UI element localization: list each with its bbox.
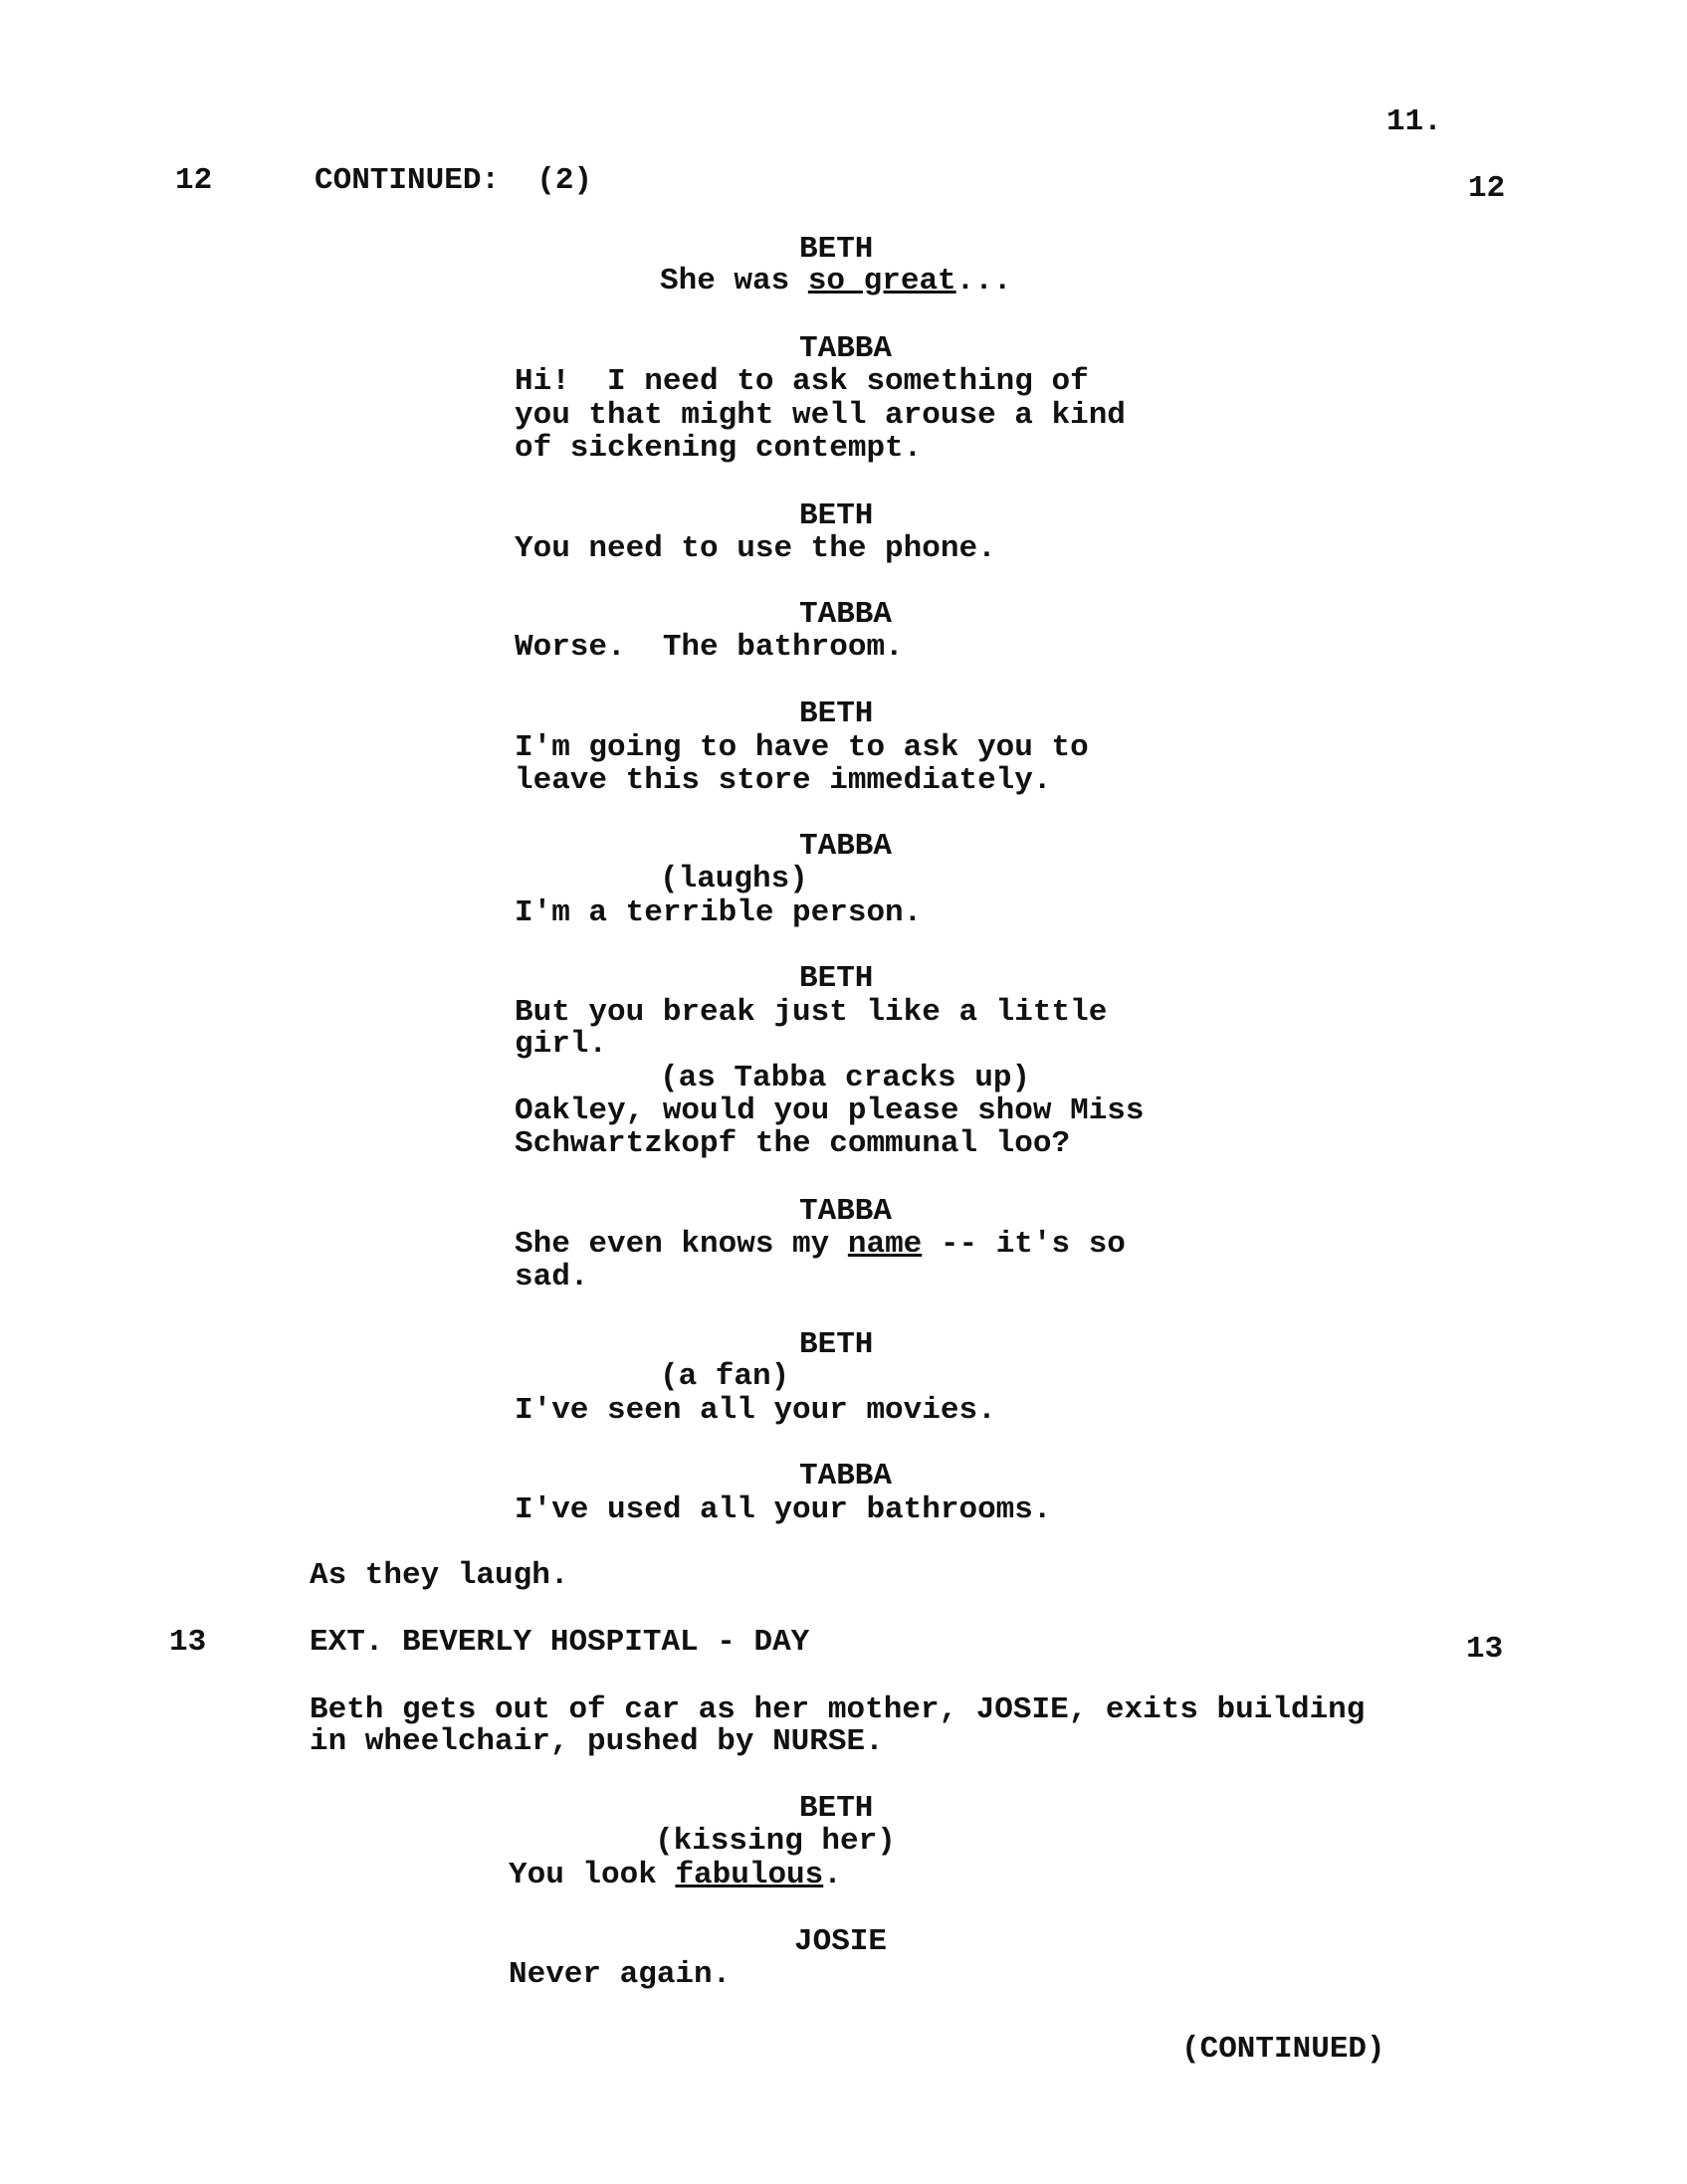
dialogue-line: Hi! I need to ask something of	[515, 364, 1089, 399]
dialogue-text: She was	[660, 264, 808, 298]
scene-number-left: 12	[175, 163, 213, 198]
character-name: BETH	[799, 1791, 874, 1826]
character-name: BETH	[799, 696, 874, 731]
parenthetical: (kissing her)	[655, 1824, 896, 1859]
underlined-text: so great	[807, 264, 956, 298]
character-name: TABBA	[799, 1194, 893, 1229]
parenthetical: (a fan)	[660, 1359, 790, 1394]
dialogue-text: She even knows my	[515, 1227, 848, 1262]
character-name: BETH	[799, 232, 874, 267]
character-name: TABBA	[799, 1459, 893, 1493]
dialogue-line: sad.	[515, 1260, 589, 1294]
dialogue-text: -- it's so	[922, 1227, 1126, 1262]
character-name: JOSIE	[794, 1924, 888, 1959]
dialogue-line: But you break just like a little	[515, 995, 1108, 1030]
dialogue-line: I've used all your bathrooms.	[515, 1492, 1052, 1527]
character-name: BETH	[799, 498, 874, 533]
character-name: TABBA	[799, 331, 893, 366]
underlined-text: fabulous	[675, 1858, 824, 1892]
dialogue-line: I've seen all your movies.	[515, 1393, 996, 1428]
character-name: BETH	[799, 961, 874, 996]
continued-footer: (CONTINUED)	[1181, 2032, 1385, 2067]
dialogue-line: You need to use the phone.	[515, 531, 996, 566]
continued-label: CONTINUED: (2)	[315, 163, 593, 198]
parenthetical: (as Tabba cracks up)	[660, 1061, 1031, 1095]
dialogue-text: ...	[955, 264, 1012, 298]
dialogue-line: I'm going to have to ask you to	[515, 730, 1089, 765]
character-name: TABBA	[799, 597, 893, 632]
dialogue-line	[509, 1859, 842, 1891]
character-name: TABBA	[799, 829, 893, 864]
dialogue-line: girl.	[515, 1027, 608, 1062]
dialogue-line: leave this store immediately.	[515, 763, 1052, 798]
scene-number-left: 13	[169, 1625, 207, 1660]
action-line: in wheelchair, pushed by NURSE.	[310, 1724, 884, 1759]
action-line: As they laugh.	[310, 1558, 569, 1593]
dialogue-line	[660, 265, 1011, 298]
scene-number-right: 13	[1466, 1632, 1504, 1667]
dialogue-line: Never again.	[509, 1957, 732, 1992]
dialogue-line: of sickening contempt.	[515, 431, 923, 466]
dialogue-line	[515, 1228, 1126, 1261]
character-name: BETH	[799, 1327, 874, 1362]
dialogue-text: .	[823, 1858, 842, 1892]
action-line: Beth gets out of car as her mother, JOSIE, exits building	[310, 1692, 1366, 1727]
scene-number-right: 12	[1468, 171, 1506, 206]
dialogue-line: Schwartzkopf the communal loo?	[515, 1126, 1071, 1161]
parenthetical: (laughs)	[660, 862, 808, 896]
page-number: 11.	[1386, 104, 1442, 139]
scene-heading: EXT. BEVERLY HOSPITAL - DAY	[310, 1625, 810, 1660]
underlined-text: name	[847, 1227, 923, 1262]
dialogue-text: You look	[509, 1858, 676, 1892]
dialogue-line: Oakley, would you please show Miss	[515, 1093, 1145, 1128]
dialogue-line: Worse. The bathroom.	[515, 630, 904, 665]
dialogue-line: I'm a terrible person.	[515, 895, 923, 930]
dialogue-line: you that might well arouse a kind	[515, 398, 1126, 433]
